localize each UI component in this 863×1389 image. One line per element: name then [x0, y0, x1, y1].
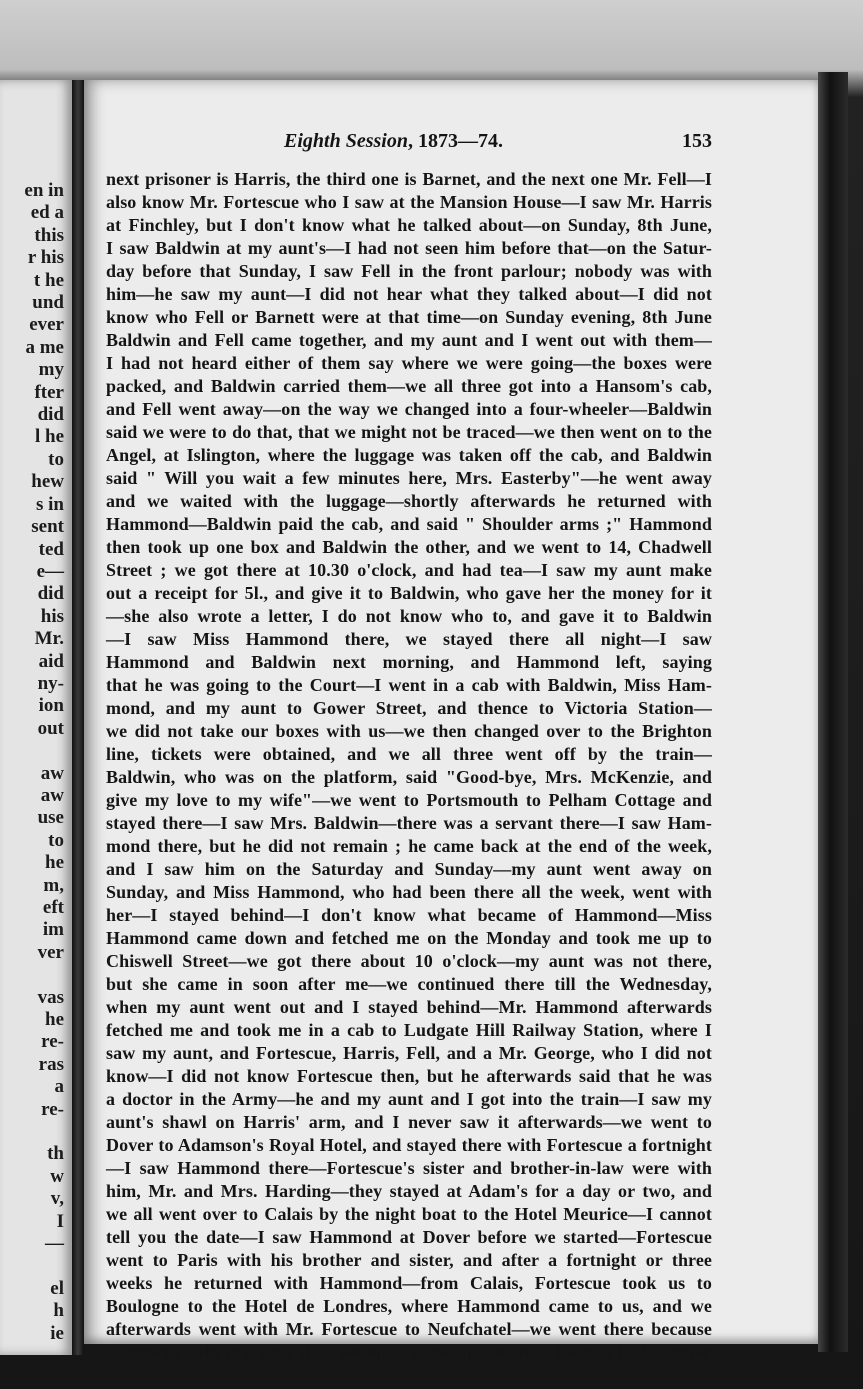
text-line: we did not take our boxes with us—we then changed over to the Brighton: [106, 721, 712, 741]
text-line: I saw Baldwin at my aunt's—I had not seen him before that—on the Satur-: [106, 238, 712, 258]
facing-page-line: h: [53, 1300, 64, 1322]
facing-page-line: did: [37, 583, 64, 605]
facing-page-line: did: [37, 404, 64, 426]
text-line: Baldwin, who was on the platform, said "Good-bye, Mrs. McKenzie, and: [106, 767, 712, 787]
facing-page-line: out: [37, 717, 64, 739]
page-header: [84, 130, 818, 160]
text-line: line, tickets were obtained, and we all three went off by the train—: [106, 744, 712, 764]
text-line: when my aunt went out and I stayed behind—Mr. Hammond afterwards: [106, 997, 712, 1017]
facing-page-line: a me: [25, 336, 64, 358]
running-head: [284, 130, 503, 153]
facing-page-line: to: [48, 448, 64, 470]
text-line: weeks he returned with Hammond—from Calais, Fortescue took us to: [106, 1273, 712, 1293]
text-line: Dover to Adamson's Royal Hotel, and stayed there with Fortescue a fortnight: [106, 1135, 712, 1155]
text-line: fetched me and took me in a cab to Ludgate Hill Railway Station, where I: [106, 1020, 712, 1040]
facing-page-line: m,: [43, 874, 64, 896]
facing-page-line: re-: [41, 1098, 64, 1120]
text-line: Street ; we got there at 10.30 o'clock, and had tea—I saw my aunt make: [106, 560, 712, 580]
facing-page-line: [24, 740, 64, 762]
facing-page-line: ted: [38, 538, 64, 560]
facing-page-line: my: [38, 359, 64, 381]
facing-page-line: t he: [33, 269, 64, 291]
facing-page-line: vas: [37, 986, 64, 1008]
facing-page-line: use: [37, 807, 64, 829]
facing-page-line: fter: [34, 381, 64, 403]
facing-page-line: en in: [24, 180, 64, 201]
facing-page-edge: [0, 80, 72, 1355]
text-line: stayed there—I saw Mrs. Baldwin—there was a servant there—I saw Ham-: [106, 813, 712, 833]
facing-page-line: und: [32, 292, 64, 314]
facing-page-line: ras: [38, 1053, 64, 1075]
facing-page-line: ie: [50, 1322, 64, 1344]
facing-page-line: aw: [40, 784, 64, 806]
text-line: packed, and Baldwin carried them—we all three got into a Hansom's cab,: [106, 376, 712, 396]
text-line: mond, and my aunt to Gower Street, and thence to Victoria Station—: [106, 698, 712, 718]
facing-page-line: Mr.: [34, 628, 64, 650]
facing-page-line: [24, 964, 64, 986]
text-line: I had not heard either of them say where we were going—the boxes were: [106, 353, 712, 373]
facing-page-line: el: [50, 1277, 64, 1299]
facing-page-line: ny-: [37, 672, 64, 694]
facing-page-line: he: [45, 852, 64, 874]
text-line: mond there, but he did not remain ; he came back at the end of the week,: [106, 836, 712, 856]
body-text: [106, 168, 712, 1364]
text-line: know—I did not know Fortescue then, but he afterwards said that he was: [106, 1066, 712, 1086]
text-line: afterwards went with Mr. Fortescue to Neufchatel—we went there because: [106, 1319, 712, 1339]
facing-page-line: to: [48, 829, 64, 851]
facing-page-line: ion: [38, 695, 64, 717]
facing-page-line: aw: [40, 762, 64, 784]
facing-page-line: r his: [27, 247, 64, 269]
facing-page-text: [24, 180, 64, 1345]
text-line: out a receipt for 5l., and give it to Baldwin, who gave her the money for it: [106, 583, 712, 603]
facing-page-line: th: [47, 1143, 64, 1165]
facing-page-line: a: [54, 1076, 64, 1098]
facing-page-line: aid: [38, 650, 64, 672]
text-line: Baldwin and Fell came together, and my aunt and I went out with them—: [106, 330, 712, 350]
running-head-years: , 1873—74.: [407, 130, 503, 152]
facing-page-line: [24, 1256, 64, 1278]
page-number: 153: [682, 130, 712, 152]
text-line: said " Will you wait a few minutes here, Mrs. Easterby"—he went away: [106, 468, 712, 488]
facing-page-line: s in: [36, 493, 64, 515]
facing-page-line: ver: [37, 941, 64, 963]
text-line: him, Mr. and Mrs. Harding—they stayed at Adam's for a day or two, and: [106, 1181, 712, 1201]
text-line: know who Fell or Barnett were at that time—on Sunday evening, 8th June: [106, 307, 712, 327]
facing-page-line: this: [34, 224, 64, 246]
text-line: next prisoner is Harris, the third one is Barnet, and the next one Mr. Fell—I: [106, 169, 712, 189]
document-page: [84, 80, 818, 1362]
text-line: went to Paris with his brother and sister, and after a fortnight or three: [106, 1250, 712, 1270]
facing-page-line: [24, 1121, 64, 1143]
facing-page-line: his: [40, 605, 64, 627]
facing-page-line: l he: [34, 426, 64, 448]
text-line: aunt's shawl on Harris' arm, and I never saw it afterwards—we went to: [106, 1112, 712, 1132]
text-line: also know Mr. Fortescue who I saw at the Mansion House—I saw Mr. Harris: [106, 192, 712, 212]
text-line: said we were to do that, that we might not be traced—we then went on to the: [106, 422, 712, 442]
text-line: —I saw Miss Hammond there, we stayed there all night—I saw: [106, 629, 712, 649]
text-line: Hammond and Baldwin next morning, and Hammond left, saying: [106, 652, 712, 672]
text-line: Fortescue told my aunt that we must pack up, because he had had a letter: [106, 1342, 712, 1362]
text-line: Chiswell Street—we got there about 10 o'clock—my aunt was not there,: [106, 951, 712, 971]
facing-page-line: I: [56, 1210, 64, 1232]
facing-page-line: sent: [31, 516, 64, 538]
text-line: Angel, at Islington, where the luggage was taken off the cab, and Baldwin: [106, 445, 712, 465]
text-line: we all went over to Calais by the night boat to the Hotel Meurice—I cannot: [106, 1204, 712, 1224]
text-line: and we waited with the luggage—shortly afterwards he returned with: [106, 491, 712, 511]
facing-page-line: re-: [41, 1031, 64, 1053]
text-line: that he was going to the Court—I went in a cab with Baldwin, Miss Ham-: [106, 675, 712, 695]
text-line: —I saw Hammond there—Fortescue's sister and brother-in-law were with: [106, 1158, 712, 1178]
facing-page-line: ever: [29, 314, 64, 336]
text-line: then took up one box and Baldwin the other, and we went to 14, Chadwell: [106, 537, 712, 557]
text-line: Hammond came down and fetched me on the Monday and took me up to: [106, 928, 712, 948]
text-line: tell you the date—I saw Hammond at Dover before we started—Fortescue: [106, 1227, 712, 1247]
text-line: give my love to my wife"—we went to Portsmouth to Pelham Cottage and: [106, 790, 712, 810]
facing-page-line: hew: [31, 471, 64, 493]
facing-page-line: v,: [50, 1188, 64, 1210]
text-line: Sunday, and Miss Hammond, who had been there all the week, went with: [106, 882, 712, 902]
text-line: a doctor in the Army—he and my aunt and I got into the train—I saw my: [106, 1089, 712, 1109]
facing-page-line: he: [45, 1009, 64, 1031]
text-line: saw my aunt, and Fortescue, Harris, Fell, and a Mr. George, who I did not: [106, 1043, 712, 1063]
text-line: and I saw him on the Saturday and Sunday—my aunt went away on: [106, 859, 712, 879]
facing-page-line: im: [42, 919, 64, 941]
facing-page-line: ed a: [30, 202, 64, 224]
text-line: Hammond—Baldwin paid the cab, and said " Shoulder arms ;" Hammond: [106, 514, 712, 534]
facing-page-line: w: [50, 1165, 64, 1187]
book-gutter: [72, 80, 84, 1355]
text-line: her—I stayed behind—I don't know what became of Hammond—Miss: [106, 905, 712, 925]
text-line: but she came in soon after me—we continued there till the Wednesday,: [106, 974, 712, 994]
running-head-title: Eighth Session: [284, 130, 408, 152]
facing-page-line: —: [45, 1233, 64, 1255]
page-edge-shadow: [818, 72, 848, 1352]
text-line: —she also wrote a letter, I do not know who to, and gave it to Baldwin: [106, 606, 712, 626]
text-line: at Finchley, but I don't know what he talked about—on Sunday, 8th June,: [106, 215, 712, 235]
facing-page-line: e—: [36, 560, 64, 582]
text-line: day before that Sunday, I saw Fell in the front parlour; nobody was with: [106, 261, 712, 281]
text-line: him—he saw my aunt—I did not hear what they talked about—I did not: [106, 284, 712, 304]
text-line: Boulogne to the Hotel de Londres, where Hammond came to us, and we: [106, 1296, 712, 1316]
text-line: and Fell went away—on the way we changed into a four-wheeler—Baldwin: [106, 399, 712, 419]
facing-page-line: eft: [42, 897, 64, 918]
